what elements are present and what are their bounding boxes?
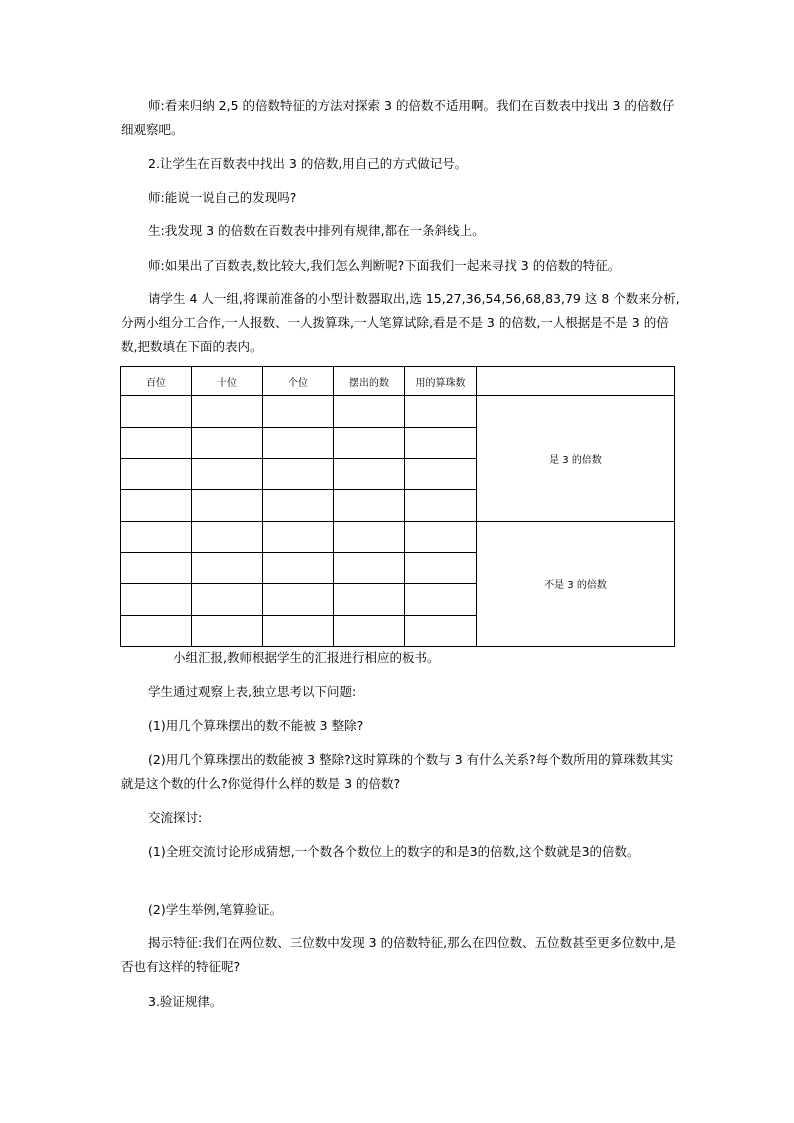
table-cell <box>263 584 334 615</box>
table-cell <box>263 396 334 427</box>
paragraph-reveal-feature: 揭示特征:我们在两位数、三位数中发现 3 的倍数特征,那么在四位数、五位数甚至更多位数中,是否也有这样的特征呢? <box>121 935 677 974</box>
header-tens: 十位 <box>192 367 263 396</box>
table-cell <box>121 427 192 458</box>
table-cell <box>334 584 405 615</box>
table-cell <box>121 584 192 615</box>
paragraph-discussion-2: (2)学生举例,笔算验证。 <box>148 902 283 917</box>
table-cell <box>121 521 192 552</box>
table-cell <box>121 458 192 489</box>
table-cell <box>405 458 477 489</box>
table-cell <box>263 552 334 583</box>
table-cell <box>334 552 405 583</box>
table-cell <box>192 490 263 521</box>
table-cell <box>192 458 263 489</box>
table-cell <box>334 396 405 427</box>
table-cell <box>121 615 192 646</box>
table-cell <box>192 552 263 583</box>
table-row <box>121 396 675 427</box>
paragraph-group-report: 小组汇报,教师根据学生的汇报进行相应的板书。 <box>173 650 440 665</box>
header-hundreds: 百位 <box>121 367 192 396</box>
paragraph-step-3: 3.验证规律。 <box>148 994 223 1009</box>
table-cell <box>405 552 477 583</box>
paragraph-discussion-heading: 交流探讨: <box>148 810 203 825</box>
paragraph-teacher-prompt: 师:如果出了百数表,数比较大,我们怎么判断呢?下面我们一起来寻找 3 的倍数的特征。 <box>148 258 621 273</box>
multiple-of-3-label: 是 3 的倍数 <box>477 396 675 521</box>
table-cell <box>263 490 334 521</box>
header-number-shown: 摆出的数 <box>334 367 405 396</box>
table-cell <box>334 458 405 489</box>
table-cell <box>192 584 263 615</box>
paragraph-question-1: (1)用几个算珠摆出的数不能被 3 整除? <box>148 718 364 733</box>
table-cell <box>192 396 263 427</box>
table-cell <box>263 521 334 552</box>
table-cell <box>263 615 334 646</box>
table-cell <box>121 396 192 427</box>
table-cell <box>405 396 477 427</box>
table-cell <box>405 490 477 521</box>
header-beads-used: 用的算珠数 <box>405 367 477 396</box>
table-cell <box>334 615 405 646</box>
table-header-row <box>121 367 675 396</box>
table-cell <box>334 490 405 521</box>
table-cell <box>405 521 477 552</box>
table-row <box>121 521 675 552</box>
paragraph-teacher-question: 师:能说一说自己的发现吗? <box>148 190 297 205</box>
abacus-table <box>120 366 675 647</box>
paragraph-step-2: 2.让学生在百数表中找出 3 的倍数,用自己的方式做记号。 <box>148 156 468 171</box>
not-multiple-of-3-label: 不是 3 的倍数 <box>477 521 675 646</box>
table-cell <box>192 521 263 552</box>
table-cell <box>121 490 192 521</box>
paragraph-teacher-intro: 师:看来归纳 2,5 的倍数特征的方法对探索 3 的倍数不适用啊。我们在百数表中找出 3 的倍数仔细观察吧。 <box>121 98 675 137</box>
table-cell <box>405 615 477 646</box>
header-classification <box>477 367 675 396</box>
paragraph-group-activity: 请学生 4 人一组,将课前准备的小型计数器取出,选 15,27,36,54,56,68,83,79 这 8 个数来分析,分两小组分工合作,一人报数、一人拨算珠,一人笔算试除,看是不是 3 的倍数,一人根据是不是 3 的倍数,把数填在下面的表内。 <box>121 291 680 354</box>
table-cell <box>334 521 405 552</box>
abacus-table-wrapper <box>120 366 674 647</box>
paragraph-student-answer: 生:我发现 3 的倍数在百数表中排列有规律,都在一条斜线上。 <box>148 223 485 238</box>
paragraph-discussion-1: (1)全班交流讨论形成猜想,一个数各个数位上的数字的和是3的倍数,这个数就是3的倍数。 <box>148 844 640 859</box>
paragraph-observe-table: 学生通过观察上表,独立思考以下问题: <box>148 684 357 699</box>
table-cell <box>405 427 477 458</box>
table-cell <box>263 458 334 489</box>
table-cell <box>334 427 405 458</box>
paragraph-question-2: (2)用几个算珠摆出的数能被 3 整除?这时算珠的个数与 3 有什么关系?每个数所用的算珠数其实就是这个数的什么?你觉得什么样的数是 3 的倍数? <box>121 752 674 791</box>
table-cell <box>405 584 477 615</box>
table-cell <box>192 615 263 646</box>
table-cell <box>192 427 263 458</box>
table-cell <box>121 552 192 583</box>
header-ones: 个位 <box>263 367 334 396</box>
table-cell <box>263 427 334 458</box>
